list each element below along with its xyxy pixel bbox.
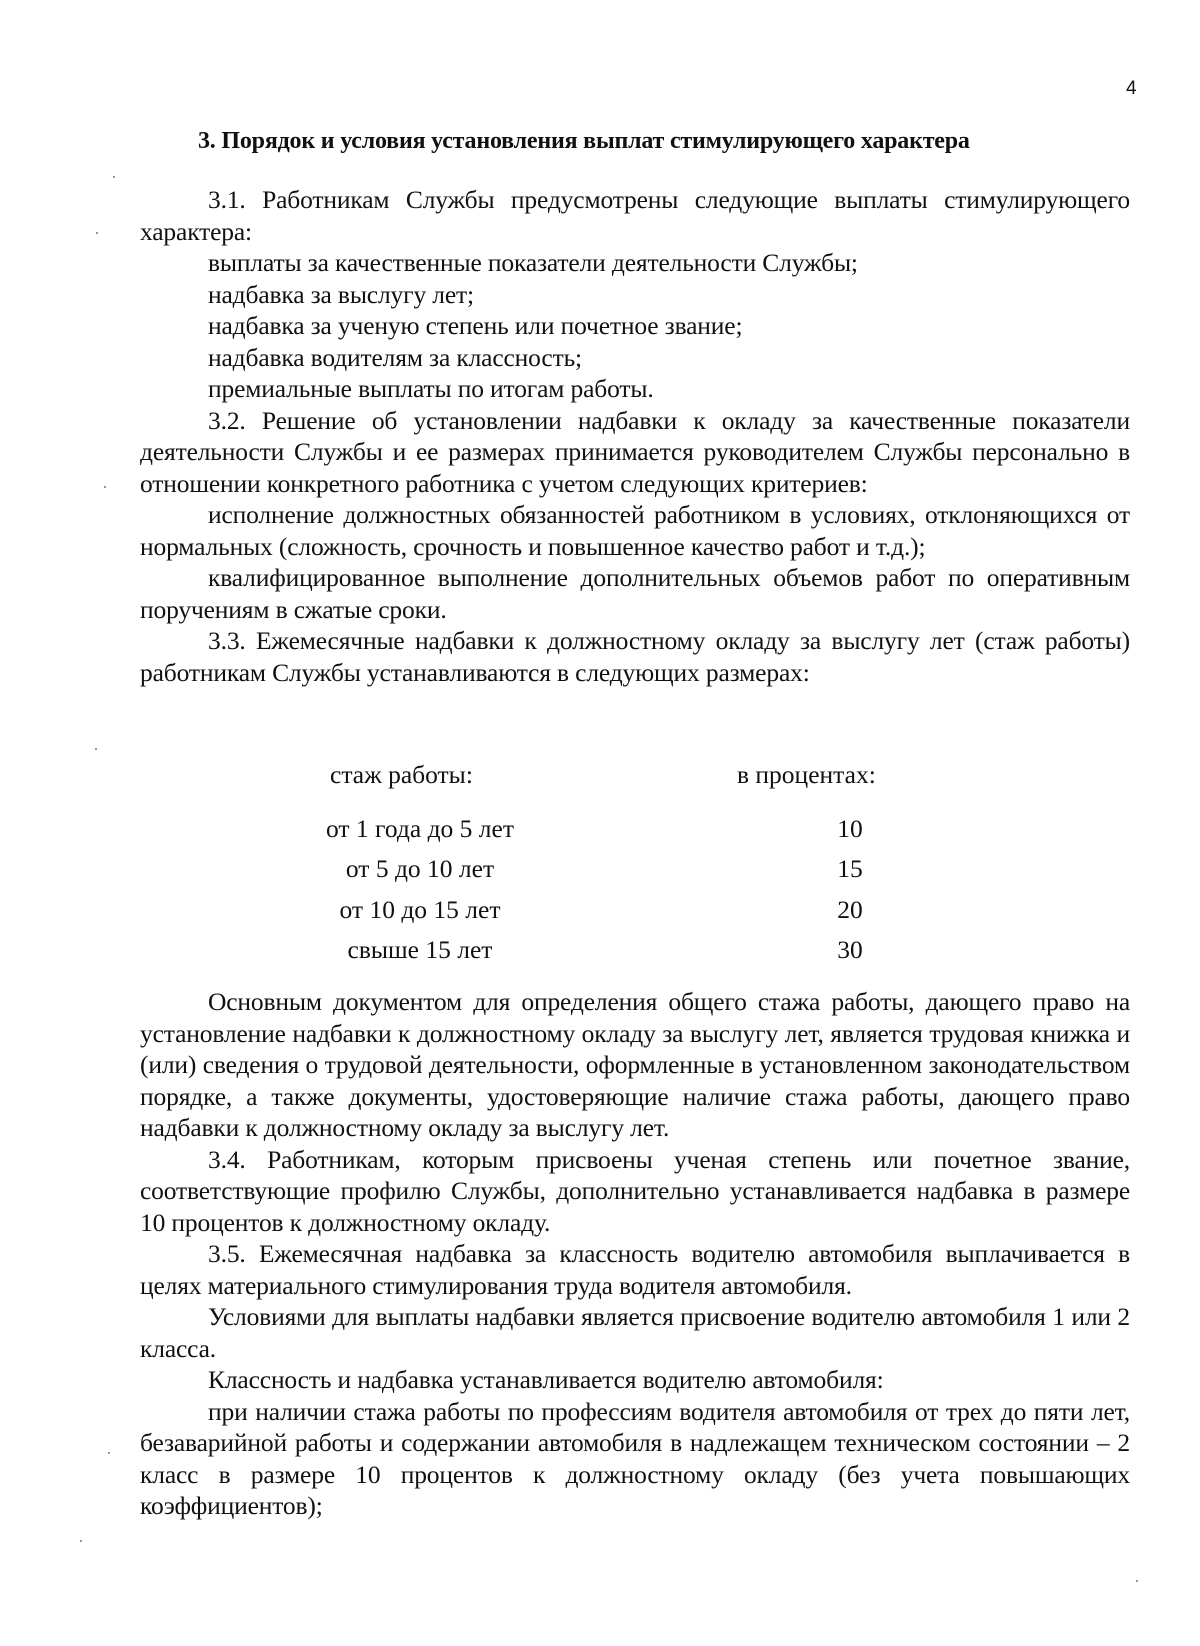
paragraph-class-assignment: Классность и надбавка устанавливается водителю автомобиля: [208, 1365, 884, 1394]
paragraph-class-2: при наличии стажа работы по профессиям водителя автомобиля от трех до пяти лет, безаварийной работы и содержании автомобиля в надлежащем техническом состоянии – 2 класс в размере 10 процентов к должностному окладу (без учета повышающих коэффициентов); [140, 1396, 1130, 1520]
table-row-experience: от 10 до 15 лет [339, 895, 501, 924]
list-item: премиальные выплаты по итогам работы. [208, 374, 654, 403]
table-row-percent: 10 [837, 814, 863, 843]
paragraph-basis-document: Основным документом для определения общего стажа работы, дающего право на установление надбавки к должностному окладу за выслугу лет, является трудовая книжка и (или) сведения о трудовой деятельности, оформленные в установленном законодательством порядке, а также документы, удостоверяющие наличие стажа работы, дающего право надбавки к должностному окладу за выслугу лет. [140, 987, 1130, 1142]
scan-speck [113, 176, 115, 178]
table-row-experience: от 1 года до 5 лет [326, 814, 514, 843]
table-row-experience: от 5 до 10 лет [345, 854, 495, 883]
section-heading: 3. Порядок и условия установления выплат стимулирующего характера [198, 128, 970, 154]
paragraph-criterion-1: исполнение должностных обязанностей работником в условиях, отклоняющихся от нормальных (сложность, срочность и повышенное качество работ и т.д.); [140, 500, 1130, 561]
table-header-experience: стаж работы: [330, 760, 473, 789]
scan-speck [104, 486, 106, 488]
paragraph-conditions: Условиями для выплаты надбавки является присвоение водителю автомобиля 1 или 2 класса. [140, 1302, 1130, 1363]
table-row-percent: 30 [837, 935, 863, 964]
list-item: выплаты за качественные показатели деятельности Службы; [208, 248, 858, 277]
scan-speck [1136, 1580, 1138, 1582]
scan-speck [95, 748, 97, 750]
scan-speck [108, 1452, 110, 1454]
table-header-percent: в процентах: [737, 760, 876, 789]
text-block-1 [140, 184, 1130, 688]
table-row-percent: 15 [837, 854, 863, 883]
paragraph-criterion-2: квалифицированное выполнение дополнительных объемов работ по оперативным поручениям в сжатые сроки. [140, 563, 1130, 624]
list-item: надбавка водителям за классность; [208, 342, 582, 372]
list-item: надбавка за выслугу лет; [208, 279, 474, 309]
scan-speck [80, 1540, 82, 1542]
text-block-2 [140, 986, 1130, 1522]
paragraph-3-4: 3.4. Работникам, которым присвоены ученая степень или почетное звание, соответствующие профилю Службы, дополнительно устанавливается надбавка в размере 10 процентов к должностному окладу. [140, 1144, 1130, 1237]
table-row-experience: свыше 15 лет [347, 935, 493, 964]
scan-speck [96, 232, 98, 234]
paragraph-3-2: 3.2. Решение об установлении надбавки к окладу за качественные показатели деятельности Службы и ее размерах принимается руководителем Службы персонально в отношении конкретного работника с учетом следующих критериев: [140, 405, 1130, 498]
list-item: надбавка за ученую степень или почетное звание; [208, 311, 743, 340]
paragraph-3-1: 3.1. Работникам Службы предусмотрены следующие выплаты стимулирующего характера: [140, 185, 1130, 246]
table-row-percent: 20 [837, 895, 863, 924]
page-number: 4 [1126, 78, 1137, 99]
paragraph-3-5: 3.5. Ежемесячная надбавка за классность водителю автомобиля выплачивается в целях материального стимулирования труда водителя автомобиля. [140, 1239, 1130, 1300]
paragraph-3-3: 3.3. Ежемесячные надбавки к должностному окладу за выслугу лет (стаж работы) работникам Службы устанавливаются в следующих размерах: [140, 626, 1130, 687]
